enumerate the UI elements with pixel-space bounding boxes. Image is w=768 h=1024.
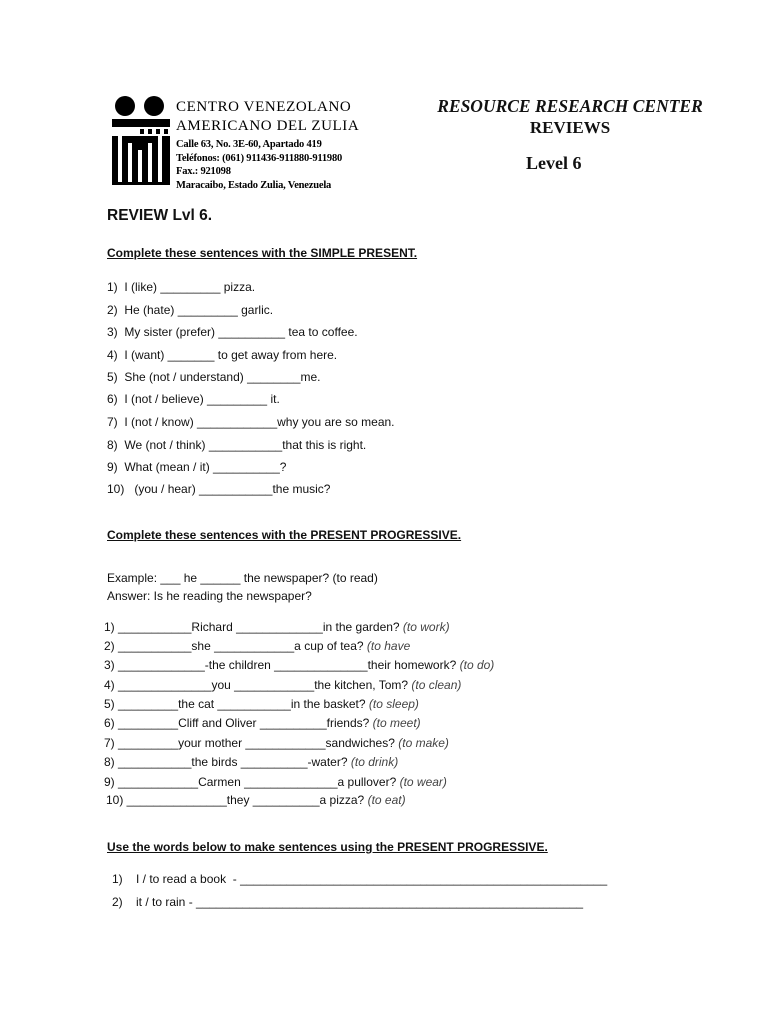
exercise-item: 10) _______________they __________a pizza? (to eat): [106, 793, 406, 807]
exercise-item: 2) ___________she ____________a cup of tea? (to have: [104, 639, 411, 653]
example-line: Example: ___ he ______ the newspaper? (to read): [107, 571, 378, 585]
section1-instruction: Complete these sentences with the SIMPLE PRESENT.: [107, 246, 418, 260]
fax-line: Fax.: 921098: [176, 166, 231, 177]
exercise-item: 5) _________the cat ___________in the basket? (to sleep): [104, 697, 419, 711]
level-label: Level 6: [526, 153, 582, 173]
exercise-item: 10) (you / hear) ___________the music?: [107, 482, 331, 496]
exercise-item: 8) ___________the birds __________-water? (to drink): [104, 755, 399, 769]
exercise-item: 5) She (not / understand) ________me.: [107, 370, 321, 384]
exercise-item: 1) I (like) _________ pizza.: [107, 280, 256, 294]
exercise-item: 4) I (want) _______ to get away from here.: [107, 348, 338, 362]
answer-line: Answer: Is he reading the newspaper?: [107, 589, 312, 603]
section3-instruction: Use the words below to make sentences using the PRESENT PROGRESSIVE.: [107, 840, 548, 854]
exercise-item: 1) ___________Richard _____________in the garden? (to work): [104, 620, 450, 634]
review-title: REVIEW Lvl 6.: [107, 207, 213, 224]
exercise-item: 3) My sister (prefer) __________ tea to coffee.: [107, 325, 358, 339]
cevaz-logo-icon: [110, 95, 172, 187]
exercise-item: 6) I (not / believe) _________ it.: [107, 392, 280, 406]
org-name-line-1: CENTRO VENEZOLANO: [176, 99, 352, 115]
exercise-item: 3) _____________-the children ______________their homework? (to do): [104, 658, 495, 672]
page-title: RESOURCE RESEARCH CENTER: [437, 96, 703, 116]
exercise-item: 2) it / to rain - __________________________________________________________: [112, 895, 584, 909]
phone-line: Teléfonos: (061) 911436-911880-911980: [176, 152, 343, 164]
document-heading: [410, 95, 730, 139]
section2-instruction: Complete these sentences with the PRESENT PROGRESSIVE.: [107, 528, 462, 542]
org-name-line-2: AMERICANO DEL ZULIA: [176, 118, 360, 134]
exercise-item: 6) _________Cliff and Oliver __________friends? (to meet): [104, 716, 421, 730]
exercise-item: 2) He (hate) _________ garlic.: [107, 303, 274, 317]
exercise-item: 7) _________your mother ____________sandwiches? (to make): [104, 736, 449, 750]
organization-block: [176, 98, 359, 192]
city-line: Maracaibo, Estado Zulia, Venezuela: [176, 179, 332, 191]
address-line: Calle 63, No. 3E-60, Apartado 419: [176, 139, 322, 150]
exercise-item: 9) What (mean / it) __________?: [107, 460, 287, 474]
exercise-item: 7) I (not / know) ____________why you are so mean.: [107, 415, 395, 429]
page-subtitle: REVIEWS: [529, 118, 611, 137]
exercise-item: 1) I / to read a book - _______________________________________________________: [112, 872, 608, 886]
exercise-item: 8) We (not / think) ___________that this is right.: [107, 438, 367, 452]
exercise-item: 4) ______________you ____________the kitchen, Tom? (to clean): [104, 678, 462, 692]
exercise-item: 9) ____________Carmen ______________a pullover? (to wear): [104, 775, 447, 789]
